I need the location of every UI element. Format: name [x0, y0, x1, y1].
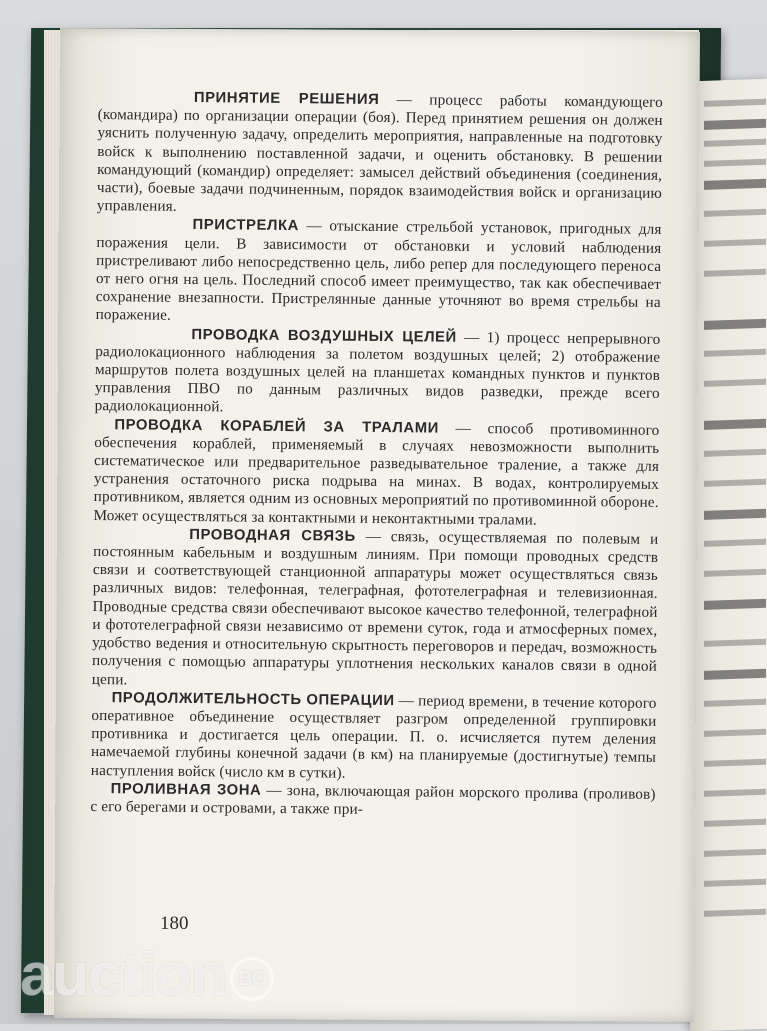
entry-provodka-korabley	[93, 416, 659, 531]
entry-heading: ПРОВОДКА КОРАБЛЕЙ ЗА ТРАЛАМИ	[114, 416, 439, 437]
watermark-text: auction	[20, 941, 227, 1008]
entry-body: — способ противоминного обеспечения кораблей, применяемый в случаях невозможности выполнить систематическое или предварительное разведывательное траление, а также для устранения остаточного риска подрыва на минах. В водах, контролируемых противником, является одним из основных мероприятий по противоминной обороне. Может осуществляться за контактными и неконтактными тралами.	[93, 419, 660, 529]
entry-heading: ПРИНЯТИЕ РЕШЕНИЯ	[193, 90, 380, 108]
entry-provodka-vozdushnykh-tseley	[95, 325, 661, 422]
entry-body: — связь, осуществляемая по полевым и постоянным кабельным и воздушным линиям. При помощи проводных средств связи и соответствующей станционной аппаратуры может осуществляться связь различных видов: телефонная, телеграфная, фототелеграфная и телевизионная. Проводные средства связи обеспечивают высокое качество телефонной, телеграфной и фототелеграфной связи независимо от времени суток, года и атмосферных помех, удобство ведения и относительную скрытность переговоров и передач, возможность получения с помощью аппаратуры уплотнения нескольких каналов связи в одной цепи.	[91, 527, 659, 688]
entry-body: — 1) процесс непрерывного радиолокационного наблюдения за полетом воздушных целей; 2) отображение маршрутов полета воздушных целей на планшетах командных пунктов и пунктов управления ПВО по данным различных видов разведки, прежде всего радиолокационной.	[94, 328, 661, 416]
entry-body: — процесс работы командующего (командира) по организации операции (боя). Перед принятием решения он должен уяснить полученную задачу, определить мероприятия, направленные на подготовку войск к выполнению поставленной задачи, и оценить обстановку. В решении командующий (командир) определяет: замысел действий объединения (соединения, части), боевые задачи подчиненным, порядок взаимодействия войск и организацию управления.	[96, 90, 663, 216]
dictionary-text	[90, 88, 663, 822]
entry-prodolzhitelnost-operatsii	[91, 689, 657, 786]
facing-page-edge	[690, 79, 767, 1031]
entry-body: — отыскание стрельбой установок, пригодных для поражения цели. В зависимости от обстановки и условий наблюдения пристреливают либо непосредственно цель, либо репер для последующего переноса от него огня на цель. Последний способ имеет преимущество, так как обеспечивает сохранение внезапности. Пристрелянные данные уточняют во время стрельбы на поражение.	[95, 217, 662, 325]
entry-body: — зона, включающая район морского пролива (проливов) с его берегами и островами, а также при-	[90, 781, 656, 818]
entry-prolivnaya-zona	[90, 780, 655, 822]
entry-heading: ПРОВОДКА ВОЗДУШНЫХ ЦЕЛЕЙ	[191, 326, 457, 346]
entry-heading: ПРОЛИВНАЯ ЗОНА	[110, 780, 262, 799]
entry-heading: ПРОВОДНАЯ СВЯЗЬ	[189, 526, 356, 545]
entry-prinyatie-resheniya	[97, 88, 663, 221]
entry-body: — период времени, в течение которого оперативное объединение осуществляет разгром определенной группировки противника и достигается цель операции. П. о. исчисляется путем деления намечаемой глубины конечной задачи (в км) на планируемые (достигнутые) темпы наступления войск (число км в сутки).	[90, 691, 657, 782]
auction-watermark	[20, 940, 274, 1009]
watermark-badge: BG	[230, 957, 274, 1001]
entry-heading: ПРОДОЛЖИТЕЛЬНОСТЬ ОПЕРАЦИИ	[111, 689, 395, 709]
page-number: 180	[160, 913, 189, 934]
entry-heading: ПРИСТРЕЛКА	[192, 217, 299, 235]
entry-pristrelka	[96, 215, 662, 330]
entry-provodnaya-svyaz	[92, 525, 659, 695]
